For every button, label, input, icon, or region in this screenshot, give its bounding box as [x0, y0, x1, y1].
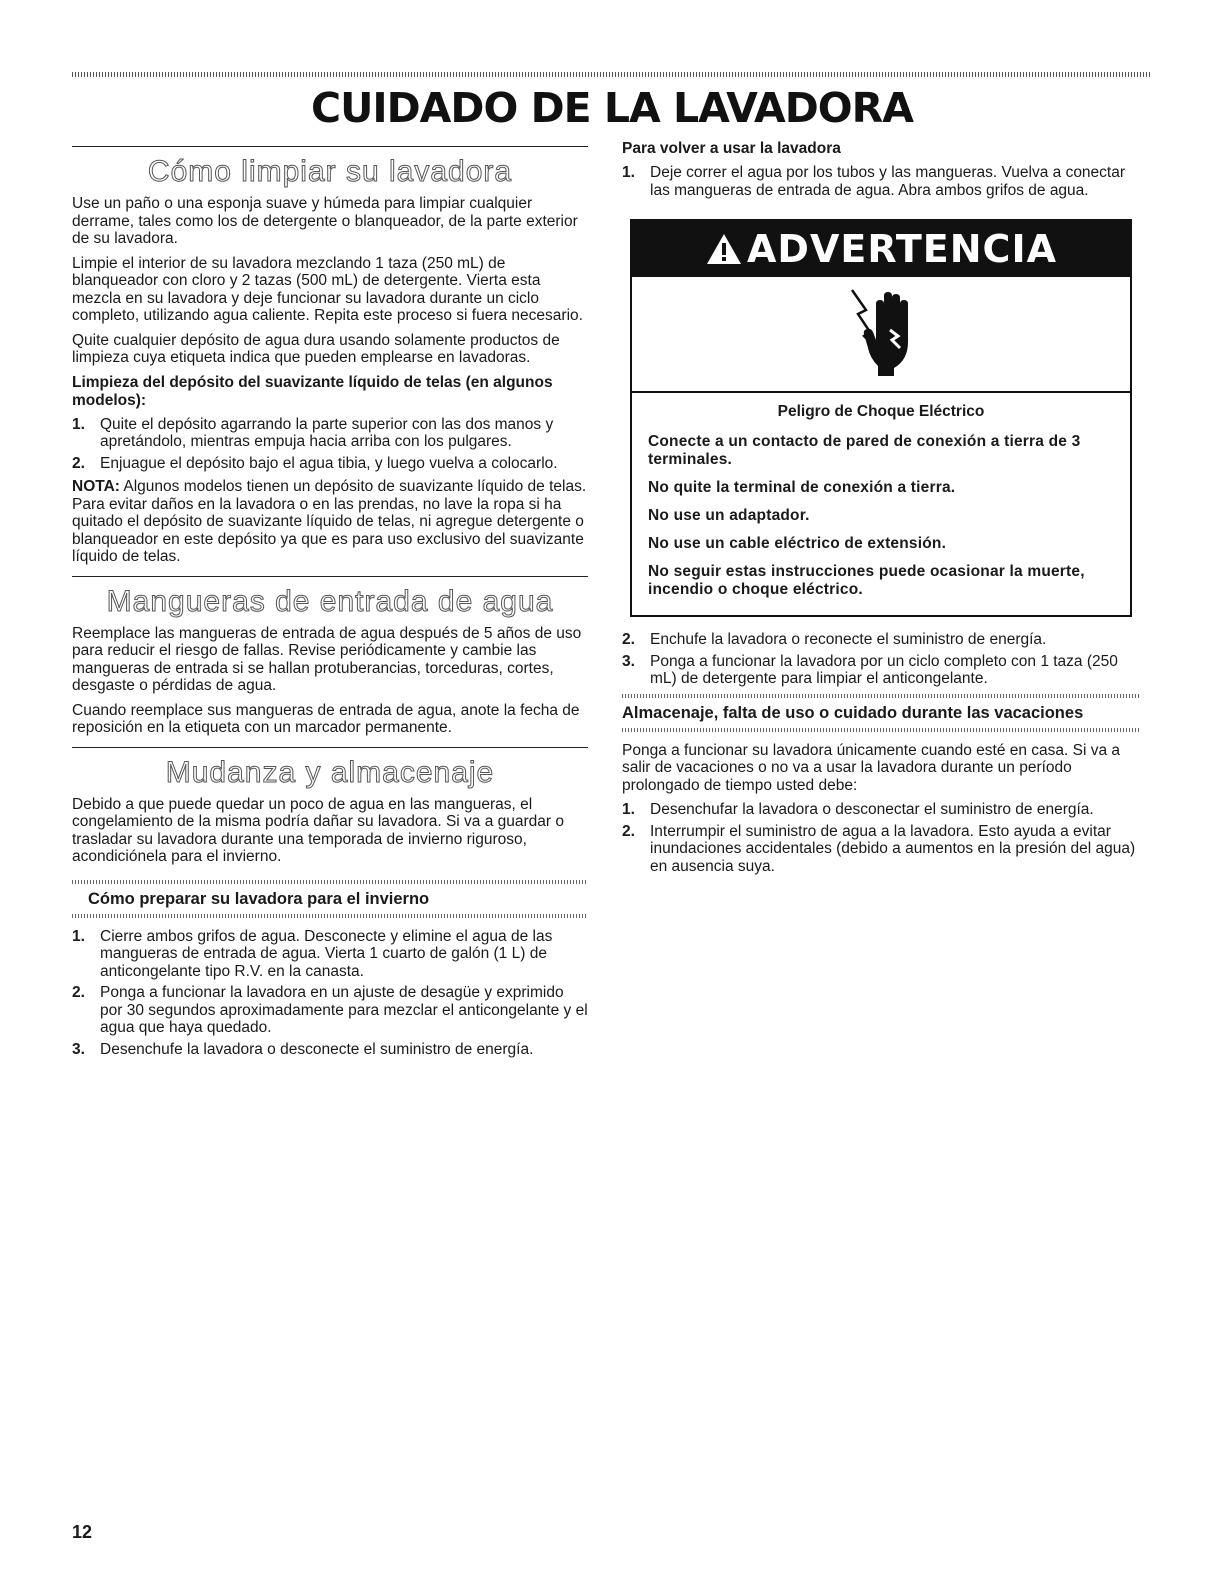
section-divider [72, 747, 588, 748]
step-text: Ponga a funcionar la lavadora en un ajuste de desagüe y exprimido por 30 segundos aproximadamente para mezclar el anticongelante y el agua que haya quedado. [100, 984, 588, 1036]
warning-triangle-icon [705, 232, 743, 266]
list-item [72, 1041, 588, 1059]
step-number: 1. [622, 801, 635, 818]
electric-shock-hand-icon [846, 286, 916, 383]
hatch-rule [622, 728, 1140, 732]
paragraph: Cuando reemplace sus mangueras de entrada de agua, anote la fecha de reposición en la etiqueta con un marcador permanente. [72, 701, 580, 736]
list-item [72, 928, 588, 981]
section-divider [72, 146, 588, 147]
step-text: Interrumpir el suministro de agua a la lavadora. Esto ayuda a evitar inundaciones accidentales (debido a aumentos en la presión del agua) en ausencia suya. [650, 822, 1136, 875]
paragraph: Limpie el interior de su lavadora mezclando 1 taza (250 mL) de blanqueador con cloro y 2 tazas (500 mL) de detergente. Vierta esta mezcla en su lavadora y deje funcionar su lavadora durante un ciclo completo, utilizando agua caliente. Repita este proceso si fuera necesario. [72, 254, 583, 324]
list-item [72, 455, 588, 473]
section-heading-moving: Mudanza y almacenaje [165, 755, 495, 789]
step-number: 2. [72, 454, 85, 472]
list-item [622, 631, 1140, 649]
storage-subheading: Almacenaje, falta de uso o cuidado durante las vacaciones [622, 703, 1084, 722]
step-text: Cierre ambos grifos de agua. Desconecte y elimine el agua de las mangueras de entrada de agua. Vierta 1 cuarto de galón (1 L) de anticongelante tipo R.V. en la canasta. [100, 927, 553, 980]
storage-steps [622, 801, 1140, 875]
warning-line: No use un adaptador. [648, 507, 810, 524]
step-number: 3. [72, 1040, 85, 1058]
hazard-icon-area [632, 277, 1130, 393]
right-column [622, 140, 1140, 881]
warning-banner [632, 221, 1130, 277]
list-item [622, 653, 1140, 688]
section-divider [72, 576, 588, 577]
list-item [72, 416, 588, 451]
step-number: 1. [72, 927, 85, 945]
warning-line: No seguir estas instrucciones puede ocasionar la muerte, incendio o choque eléctrico. [648, 563, 1085, 598]
paragraph: Ponga a funcionar su lavadora únicamente cuando esté en casa. Si va a salir de vacaciones o no va a usar la lavadora durante un período prolongado de tiempo usted debe: [622, 741, 1121, 794]
step-number: 1. [622, 164, 635, 181]
left-column [72, 146, 588, 1064]
note-label: NOTA: [72, 478, 120, 495]
step-number: 2. [622, 631, 635, 648]
step-number: 2. [72, 984, 85, 1001]
section-heading-clean: Cómo limpiar su lavadora [147, 155, 513, 188]
winterize-subheading: Cómo preparar su lavadora para el invierno [88, 889, 430, 908]
step-text: Enchufe la lavadora o reconecte el suministro de energía. [650, 631, 1047, 648]
list-item [622, 823, 1140, 876]
step-number: 3. [622, 652, 635, 670]
warning-title: Peligro de Choque Eléctrico [777, 403, 985, 420]
paragraph: Debido a que puede quedar un poco de agua en las mangueras, el congelamiento de la misma podría dañar su lavadora. Si va a guardar o trasladar su lavadora durante una temporada de invierno riguroso, acondiciónela para el invierno. [72, 795, 564, 865]
step-text: Enjuague el depósito bajo el agua tibia, y luego vuelva a colocarlo. [100, 454, 558, 472]
step-text: Desenchufar la lavadora o desconectar el suministro de energía. [650, 801, 1094, 818]
list-item [622, 801, 1140, 819]
reuse-steps [622, 164, 1140, 199]
winterize-steps [72, 928, 588, 1059]
list-item [72, 984, 588, 1037]
page-number: 12 [72, 1522, 93, 1542]
warning-line: No quite la terminal de conexión a tierra. [648, 479, 956, 496]
winterize-subheading-block [72, 880, 588, 918]
page-title: CUIDADO DE LA LAVADORA [311, 84, 913, 132]
step-number: 1. [72, 415, 85, 433]
reuse-subheading: Para volver a usar la lavadora [622, 140, 841, 157]
warning-text [632, 393, 1130, 615]
reuse-more-steps [622, 631, 1140, 688]
softener-steps [72, 416, 588, 473]
step-text: Quite el depósito agarrando la parte superior con las dos manos y apretándolo, mientras empuja hacia arriba con los pulgares. [100, 415, 554, 450]
step-text: Desenchufe la lavadora o desconecte el suministro de energía. [100, 1040, 534, 1058]
note-text: Algunos modelos tienen un depósito de suavizante líquido de telas. Para evitar daños en la lavadora o en las prendas, no lave la ropa si ha quitado el depósito de suavizante líquido de telas, ni agregue detergente o blanqueador en este depósito ya que es para uso exclusivo del suavizante líquido de telas. [72, 478, 587, 565]
subheading-softener: Limpieza del depósito del suavizante líquido de telas (en algunos modelos): [72, 373, 553, 409]
step-text: Deje correr el agua por los tubos y las mangueras. Vuelva a conectar las mangueras de entrada de agua. Abra ambos grifos de agua. [650, 164, 1126, 199]
paragraph: Reemplace las mangueras de entrada de agua después de 5 años de uso para reducir el riesgo de fallas. Revise periódicamente y cambie las mangueras de entrada si se hallan protuberancias, torceduras, cortes, desgaste o pérdidas de agua. [72, 624, 582, 694]
storage-subheading-block [622, 694, 1140, 732]
warning-box [630, 219, 1132, 617]
step-text: Ponga a funcionar la lavadora por un ciclo completo con 1 taza (250 mL) de detergente para limpiar el anticongelante. [650, 652, 1118, 687]
warning-line: No use un cable eléctrico de extensión. [648, 535, 947, 552]
note-paragraph [72, 478, 588, 566]
step-number: 2. [622, 822, 635, 840]
warning-banner-text: ADVERTENCIA [747, 227, 1057, 271]
top-hatch-rule [72, 72, 1152, 77]
paragraph: Use un paño o una esponja suave y húmeda para limpiar cualquier derrame, tales como los de detergente o blanqueador, de la parte exterior de su lavadora. [72, 195, 578, 247]
list-item [622, 164, 1140, 199]
warning-line: Conecte a un contacto de pared de conexión a tierra de 3 terminales. [648, 433, 1081, 468]
paragraph: Quite cualquier depósito de agua dura usando solamente productos de limpieza cuya etiqueta indica que pueden emplearse en lavadoras. [72, 331, 560, 366]
section-heading-hoses: Mangueras de entrada de agua [106, 584, 554, 618]
hatch-rule [72, 914, 588, 918]
